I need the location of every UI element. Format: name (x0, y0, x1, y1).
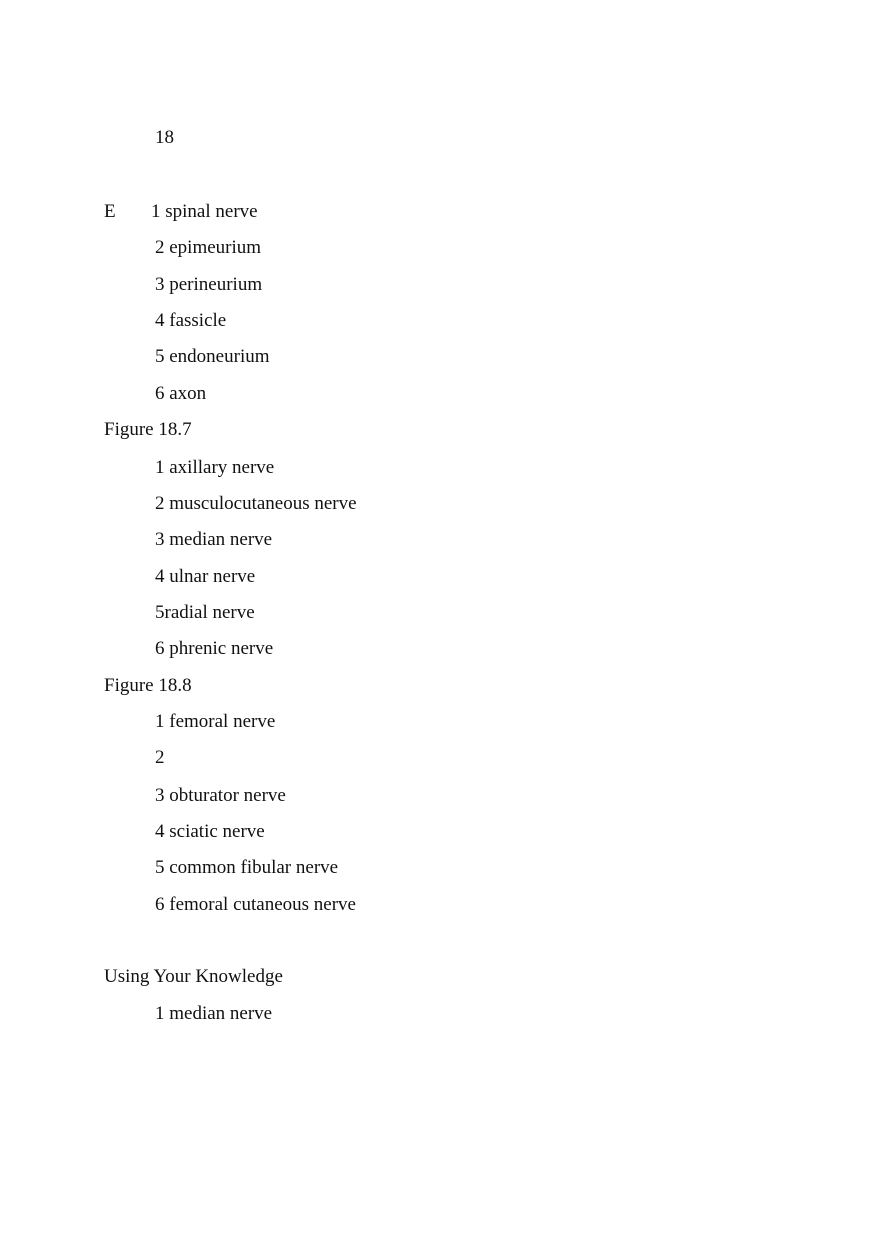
section-e-item: 3 perineurium (155, 274, 263, 295)
section-e-label: E (104, 201, 116, 222)
page-number: 18 (155, 127, 174, 148)
section-e-item: 6 axon (155, 383, 207, 404)
figure-18-8-item: 4 sciatic nerve (155, 821, 265, 842)
figure-18-7-heading: Figure 18.7 (104, 419, 192, 440)
figure-18-7-item: 3 median nerve (155, 529, 273, 550)
figure-18-8-item: 1 femoral nerve (155, 711, 276, 732)
figure-18-8-item: 3 obturator nerve (155, 785, 286, 806)
figure-18-8-item: 5 common fibular nerve (155, 857, 339, 878)
section-e-item: 1 spinal nerve (151, 201, 258, 222)
using-knowledge-heading: Using Your Knowledge (104, 966, 283, 987)
figure-18-7-item: 2 musculocutaneous nerve (155, 493, 357, 514)
figure-18-8-item: 2 (155, 747, 165, 768)
section-e-item: 4 fassicle (155, 310, 227, 331)
figure-18-8-heading: Figure 18.8 (104, 675, 192, 696)
using-knowledge-item: 1 median nerve (155, 1003, 273, 1024)
figure-18-7-item: 6 phrenic nerve (155, 638, 274, 659)
figure-18-7-item: 5radial nerve (155, 602, 255, 623)
section-e-item: 5 endoneurium (155, 346, 270, 367)
figure-18-7-item: 4 ulnar nerve (155, 566, 256, 587)
figure-18-7-item: 1 axillary nerve (155, 457, 275, 478)
figure-18-8-item: 6 femoral cutaneous nerve (155, 894, 356, 915)
section-e-item: 2 epimeurium (155, 237, 262, 258)
